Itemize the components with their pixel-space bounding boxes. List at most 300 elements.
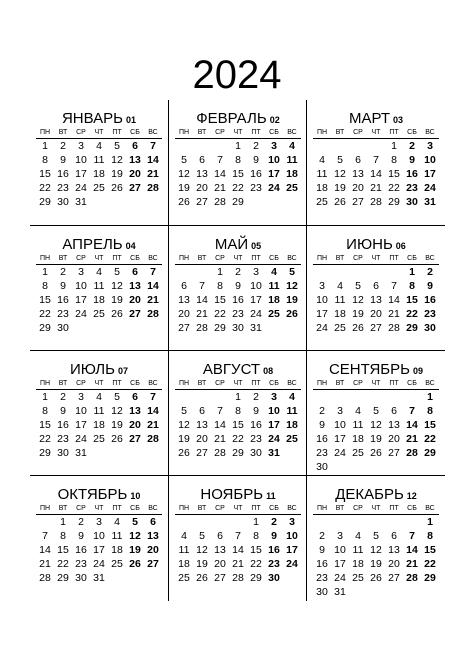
day-number: 25 <box>178 572 190 584</box>
day-number: 23 <box>57 433 69 445</box>
days-grid <box>36 266 162 350</box>
weekday-header <box>313 128 439 139</box>
day-number: 1 <box>42 391 48 403</box>
day-number: 24 <box>93 558 105 570</box>
day-number: 21 <box>196 308 208 320</box>
month-name: ЯНВАРЬ <box>61 110 123 127</box>
weekend-day: 11 <box>286 154 298 166</box>
day-number: 6 <box>199 154 205 166</box>
weekend-day: 28 <box>147 182 159 194</box>
day-number: 18 <box>111 544 123 556</box>
day-number: 14 <box>388 294 400 306</box>
day-number: 6 <box>181 280 187 292</box>
weekday-label: ВС <box>425 380 435 387</box>
day-number: 14 <box>214 168 226 180</box>
day-number: 5 <box>114 266 120 278</box>
weekday-label: ЧТ <box>371 129 381 136</box>
day-number: 8 <box>253 530 259 542</box>
day-number: 5 <box>181 154 187 166</box>
day-number: 22 <box>232 182 244 194</box>
day-number: 25 <box>352 447 364 459</box>
weekend-day: 17 <box>268 168 280 180</box>
day-number: 12 <box>334 168 346 180</box>
day-number: 20 <box>196 182 208 194</box>
weekend-day: 26 <box>286 308 298 320</box>
weekday-label: СР <box>353 129 363 136</box>
weekend-day: 28 <box>147 433 159 445</box>
weekend-day: 18 <box>268 294 280 306</box>
weekend-day: 11 <box>286 405 298 417</box>
day-number: 17 <box>93 544 105 556</box>
weekday-label: ВТ <box>58 255 68 262</box>
day-number: 16 <box>57 419 69 431</box>
day-number: 5 <box>373 530 379 542</box>
days-grid <box>36 140 162 224</box>
weekday-label: ЧТ <box>94 255 104 262</box>
day-number: 7 <box>373 154 379 166</box>
day-number: 19 <box>111 168 123 180</box>
weekend-day: 11 <box>268 280 280 292</box>
weekday-label: ПТ <box>112 129 122 136</box>
day-number: 2 <box>253 391 259 403</box>
weekend-day: 25 <box>268 308 280 320</box>
day-number: 1 <box>217 266 223 278</box>
weekday-label: СБ <box>407 505 417 512</box>
day-number: 28 <box>196 322 208 334</box>
day-number: 14 <box>39 544 51 556</box>
weekend-day: 31 <box>268 447 280 459</box>
weekday-label: ПН <box>39 505 51 512</box>
weekend-day: 12 <box>129 530 141 542</box>
day-number: 1 <box>60 516 66 528</box>
day-number: 10 <box>334 419 346 431</box>
day-number: 21 <box>39 558 51 570</box>
weekday-label: СР <box>215 505 225 512</box>
month-name: ФЕВРАЛЬ <box>196 110 267 127</box>
day-number: 18 <box>352 433 364 445</box>
month-title <box>169 236 307 255</box>
day-number: 31 <box>250 322 262 334</box>
day-number: 6 <box>391 405 397 417</box>
weekend-day: 19 <box>129 544 141 556</box>
day-number: 12 <box>111 154 123 166</box>
weekend-day: 9 <box>271 530 277 542</box>
weekend-day: 21 <box>147 419 159 431</box>
weekend-day: 6 <box>132 391 138 403</box>
day-number: 13 <box>352 168 364 180</box>
month-block <box>30 100 168 225</box>
weekend-day: 21 <box>406 558 418 570</box>
day-number: 5 <box>181 405 187 417</box>
day-number: 21 <box>214 433 226 445</box>
day-number: 3 <box>337 530 343 542</box>
month-number: 03 <box>392 115 403 125</box>
day-number: 12 <box>370 544 382 556</box>
weekend-day: 17 <box>268 419 280 431</box>
day-number: 22 <box>39 433 51 445</box>
month-number: 02 <box>269 115 280 125</box>
day-number: 10 <box>75 280 87 292</box>
month-number: 10 <box>130 491 141 501</box>
weekend-day: 1 <box>427 391 433 403</box>
weekend-day: 29 <box>424 572 436 584</box>
day-number: 13 <box>196 419 208 431</box>
weekday-label: СР <box>353 255 363 262</box>
day-number: 15 <box>57 544 69 556</box>
day-number: 16 <box>75 544 87 556</box>
day-number: 16 <box>250 419 262 431</box>
day-number: 29 <box>214 322 226 334</box>
day-number: 31 <box>75 447 87 459</box>
weekday-label: ВТ <box>197 380 207 387</box>
day-number: 10 <box>75 405 87 417</box>
days-grid <box>175 516 301 600</box>
month-number: 06 <box>395 241 406 251</box>
weekend-day: 16 <box>268 544 280 556</box>
month-name: АПРЕЛЬ <box>62 236 123 253</box>
day-number: 2 <box>60 391 66 403</box>
day-number: 15 <box>250 544 262 556</box>
day-number: 14 <box>214 419 226 431</box>
day-number: 22 <box>57 558 69 570</box>
day-number: 26 <box>370 447 382 459</box>
day-number: 26 <box>178 196 190 208</box>
month-block <box>306 225 445 351</box>
day-number: 20 <box>178 308 190 320</box>
day-number: 7 <box>391 280 397 292</box>
weekday-label: ВТ <box>197 129 207 136</box>
months-grid <box>30 100 444 600</box>
day-number: 31 <box>334 586 346 598</box>
weekend-day: 15 <box>424 419 436 431</box>
weekend-day: 30 <box>406 196 418 208</box>
weekday-label: ВС <box>287 505 297 512</box>
day-number: 18 <box>93 294 105 306</box>
day-number: 15 <box>39 419 51 431</box>
weekend-day: 9 <box>427 280 433 292</box>
month-number: 11 <box>266 491 276 501</box>
day-number: 19 <box>111 419 123 431</box>
weekday-label: ВТ <box>197 255 207 262</box>
day-number: 17 <box>250 294 262 306</box>
day-number: 9 <box>253 154 259 166</box>
weekend-day: 21 <box>147 168 159 180</box>
weekday-label: СР <box>215 380 225 387</box>
day-number: 11 <box>334 294 346 306</box>
weekday-label: ПН <box>316 129 328 136</box>
day-number: 1 <box>235 391 241 403</box>
weekday-label: ВТ <box>335 129 345 136</box>
day-number: 26 <box>111 433 123 445</box>
weekend-day: 7 <box>150 391 156 403</box>
year-title: 2024 <box>192 53 282 97</box>
day-number: 13 <box>214 544 226 556</box>
day-number: 16 <box>232 294 244 306</box>
weekend-day: 1 <box>427 516 433 528</box>
day-number: 13 <box>388 419 400 431</box>
day-number: 8 <box>235 154 241 166</box>
weekend-day: 3 <box>271 140 277 152</box>
day-number: 29 <box>39 447 51 459</box>
day-number: 9 <box>60 280 66 292</box>
day-number: 12 <box>370 419 382 431</box>
month-name: НОЯБРЬ <box>200 486 264 503</box>
weekday-label: ЧТ <box>233 255 243 262</box>
weekday-label: ПТ <box>251 129 261 136</box>
weekday-label: СБ <box>130 505 140 512</box>
weekday-header <box>36 128 162 139</box>
day-number: 20 <box>370 308 382 320</box>
weekday-label: СБ <box>130 129 140 136</box>
weekday-label: ВС <box>148 505 158 512</box>
day-number: 22 <box>214 308 226 320</box>
day-number: 5 <box>199 530 205 542</box>
weekday-label: СР <box>353 505 363 512</box>
day-number: 28 <box>214 196 226 208</box>
weekday-label: СБ <box>130 255 140 262</box>
month-block <box>168 225 307 351</box>
day-number: 22 <box>388 182 400 194</box>
day-number: 1 <box>235 140 241 152</box>
day-number: 16 <box>57 294 69 306</box>
month-name: МАЙ <box>214 236 249 253</box>
weekend-day: 4 <box>289 391 295 403</box>
day-number: 8 <box>42 154 48 166</box>
weekend-day: 22 <box>406 308 418 320</box>
weekend-day: 13 <box>129 280 141 292</box>
day-number: 23 <box>250 182 262 194</box>
month-title <box>307 110 445 129</box>
weekday-label: ПН <box>39 129 51 136</box>
weekend-day: 21 <box>147 294 159 306</box>
day-number: 27 <box>370 322 382 334</box>
weekend-day: 30 <box>268 572 280 584</box>
weekend-day: 8 <box>409 280 415 292</box>
weekday-label: СБ <box>269 255 279 262</box>
weekend-day: 24 <box>286 558 298 570</box>
weekday-label: ПН <box>178 380 190 387</box>
day-number: 18 <box>93 419 105 431</box>
day-number: 19 <box>178 433 190 445</box>
weekday-header <box>175 379 301 390</box>
weekend-day: 29 <box>406 322 418 334</box>
weekend-day: 28 <box>147 308 159 320</box>
day-number: 9 <box>78 530 84 542</box>
weekend-day: 29 <box>424 447 436 459</box>
day-number: 9 <box>60 405 66 417</box>
weekday-label: ВС <box>287 255 297 262</box>
weekday-label: ПТ <box>389 129 399 136</box>
weekday-label: ЧТ <box>371 380 381 387</box>
weekend-day: 10 <box>424 154 436 166</box>
day-number: 29 <box>232 196 244 208</box>
day-number: 28 <box>370 196 382 208</box>
day-number: 7 <box>199 280 205 292</box>
day-number: 16 <box>250 168 262 180</box>
day-number: 29 <box>39 322 51 334</box>
day-number: 22 <box>232 433 244 445</box>
day-number: 15 <box>232 419 244 431</box>
weekend-day: 7 <box>150 266 156 278</box>
day-number: 11 <box>93 405 105 417</box>
day-number: 19 <box>370 433 382 445</box>
day-number: 26 <box>370 572 382 584</box>
day-number: 20 <box>196 433 208 445</box>
weekend-day: 31 <box>424 196 436 208</box>
weekday-label: ВТ <box>58 129 68 136</box>
day-number: 26 <box>334 196 346 208</box>
day-number: 23 <box>75 558 87 570</box>
month-title <box>30 236 168 255</box>
day-number: 30 <box>57 447 69 459</box>
day-number: 16 <box>316 433 328 445</box>
weekend-day: 15 <box>424 544 436 556</box>
day-number: 19 <box>370 558 382 570</box>
day-number: 23 <box>232 308 244 320</box>
weekend-day: 22 <box>424 558 436 570</box>
day-number: 3 <box>253 266 259 278</box>
month-title <box>307 361 445 380</box>
weekday-label: ПТ <box>251 505 261 512</box>
weekday-label: СБ <box>130 380 140 387</box>
weekday-label: СБ <box>269 380 279 387</box>
weekday-label: ПТ <box>389 380 399 387</box>
month-number: 09 <box>413 366 424 376</box>
day-number: 25 <box>93 182 105 194</box>
weekend-day: 23 <box>268 558 280 570</box>
month-name: АВГУСТ <box>202 361 261 378</box>
month-title <box>30 361 168 380</box>
month-title <box>30 486 168 505</box>
month-name: ИЮЛЬ <box>70 361 115 378</box>
weekday-header <box>36 379 162 390</box>
weekend-day: 24 <box>424 182 436 194</box>
month-title <box>169 110 307 129</box>
day-number: 31 <box>93 572 105 584</box>
weekday-label: ВТ <box>335 380 345 387</box>
day-number: 26 <box>111 308 123 320</box>
day-number: 18 <box>352 558 364 570</box>
weekend-day: 27 <box>129 308 141 320</box>
day-number: 28 <box>232 572 244 584</box>
day-number: 25 <box>93 433 105 445</box>
month-name: ДЕКАБРЬ <box>335 486 404 503</box>
day-number: 24 <box>75 182 87 194</box>
weekend-day: 16 <box>406 168 418 180</box>
day-number: 2 <box>319 405 325 417</box>
weekend-day: 25 <box>286 182 298 194</box>
day-number: 30 <box>232 322 244 334</box>
day-number: 25 <box>352 572 364 584</box>
day-number: 3 <box>78 140 84 152</box>
day-number: 19 <box>334 182 346 194</box>
day-number: 13 <box>370 294 382 306</box>
day-number: 16 <box>316 558 328 570</box>
day-number: 2 <box>253 140 259 152</box>
weekend-day: 27 <box>129 433 141 445</box>
month-block <box>30 350 168 476</box>
month-number: 01 <box>126 115 137 125</box>
day-number: 12 <box>196 544 208 556</box>
weekday-header <box>36 254 162 265</box>
day-number: 30 <box>57 322 69 334</box>
month-title <box>30 110 168 129</box>
day-number: 22 <box>250 558 262 570</box>
weekend-day: 3 <box>289 516 295 528</box>
weekend-day: 8 <box>427 405 433 417</box>
weekend-day: 17 <box>424 168 436 180</box>
weekday-label: ПН <box>178 129 190 136</box>
weekday-header <box>36 504 162 515</box>
month-name: ОКТЯБРЬ <box>57 486 128 503</box>
weekday-label: ВС <box>148 255 158 262</box>
weekday-label: ВС <box>425 129 435 136</box>
weekend-day: 19 <box>286 294 298 306</box>
day-number: 17 <box>316 308 328 320</box>
weekend-day: 2 <box>427 266 433 278</box>
weekday-label: ПН <box>316 255 328 262</box>
weekday-label: ПН <box>316 380 328 387</box>
day-number: 25 <box>334 322 346 334</box>
weekend-day: 23 <box>424 308 436 320</box>
day-number: 18 <box>178 558 190 570</box>
month-number: 04 <box>125 241 136 251</box>
weekday-label: СР <box>215 255 225 262</box>
day-number: 14 <box>232 544 244 556</box>
day-number: 27 <box>196 196 208 208</box>
day-number: 8 <box>42 405 48 417</box>
day-number: 19 <box>178 182 190 194</box>
month-block <box>168 350 307 476</box>
day-number: 13 <box>388 544 400 556</box>
day-number: 10 <box>316 294 328 306</box>
day-number: 6 <box>199 405 205 417</box>
weekend-day: 30 <box>424 322 436 334</box>
weekday-label: ПН <box>316 505 328 512</box>
day-number: 24 <box>334 447 346 459</box>
weekday-label: СБ <box>269 505 279 512</box>
day-number: 30 <box>316 586 328 598</box>
day-number: 23 <box>57 308 69 320</box>
weekday-header <box>175 128 301 139</box>
month-title <box>169 361 307 380</box>
month-name: МАРТ <box>348 110 390 127</box>
day-number: 11 <box>352 544 364 556</box>
weekend-day: 2 <box>271 516 277 528</box>
day-number: 13 <box>178 294 190 306</box>
day-number: 3 <box>319 280 325 292</box>
day-number: 12 <box>352 294 364 306</box>
weekend-day: 18 <box>286 419 298 431</box>
weekday-label: ПН <box>39 255 51 262</box>
weekend-day: 23 <box>406 182 418 194</box>
day-number: 27 <box>214 572 226 584</box>
weekend-day: 24 <box>268 433 280 445</box>
day-number: 31 <box>75 196 87 208</box>
weekday-label: СР <box>76 380 86 387</box>
day-number: 8 <box>391 154 397 166</box>
day-number: 22 <box>39 182 51 194</box>
day-number: 9 <box>319 544 325 556</box>
weekday-label: СР <box>215 129 225 136</box>
weekday-label: ПТ <box>389 255 399 262</box>
weekend-day: 13 <box>129 405 141 417</box>
day-number: 28 <box>388 322 400 334</box>
weekday-label: ВС <box>425 505 435 512</box>
day-number: 19 <box>196 558 208 570</box>
weekday-label: СР <box>76 505 86 512</box>
day-number: 28 <box>39 572 51 584</box>
